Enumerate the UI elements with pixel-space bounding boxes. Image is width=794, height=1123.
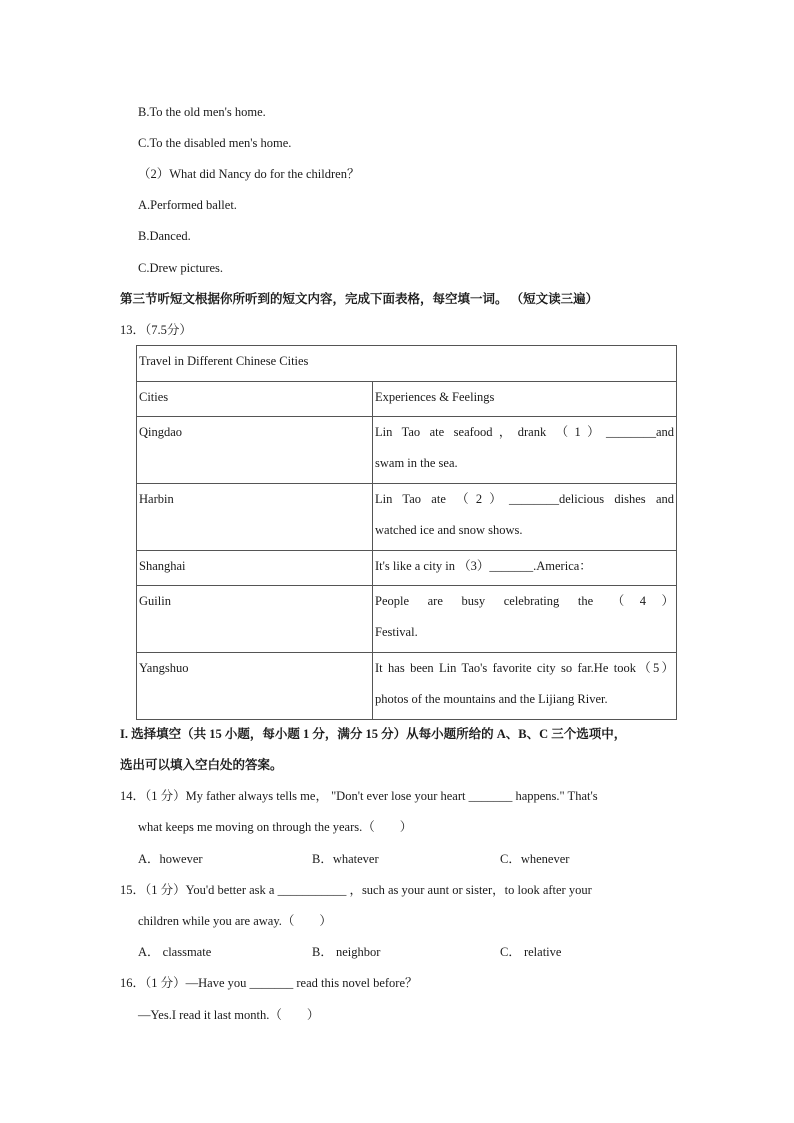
question-stem: 16．（1 分）—Have you _______ read this novel before？ <box>120 976 418 990</box>
option-b: B.To the old men's home. <box>138 105 266 119</box>
experience-line: It has been Lin Tao's favorite city so far.He took（5） <box>375 661 675 675</box>
question-number: 13．（7.5分） <box>120 323 192 337</box>
experience-line: watched ice and snow shows. <box>375 523 523 537</box>
table-row <box>137 586 677 653</box>
experience-line: photos of the mountains and the Lijiang River. <box>375 692 608 706</box>
option-a: A.Performed ballet. <box>138 198 237 212</box>
experience-line: People are busy celebrating the （4） <box>375 594 675 608</box>
table-row <box>137 484 677 551</box>
city-cell: Yangshuo <box>137 653 373 720</box>
option-b: B． neighbor <box>312 945 381 959</box>
option-c: C.To the disabled men's home. <box>138 136 292 150</box>
question-stem-cont: children while you are away.（ ） <box>138 914 332 928</box>
option-b: B.Danced. <box>138 229 191 243</box>
experience-line: swam in the sea. <box>375 456 458 470</box>
city-cell: Guilin <box>137 586 373 653</box>
question-stem: 15．（1 分）You'd better ask a ___________ ，such as your aunt or sister，to look after your <box>120 883 592 897</box>
experience-line: Festival. <box>375 625 418 639</box>
section-heading: 第三节听短文根据你所听到的短文内容，完成下面表格，每空填一词。 （短文读三遍） <box>120 292 599 306</box>
question-stem-cont: what keeps me moving on through the years.（ ） <box>138 820 413 834</box>
option-c: C.Drew pictures. <box>138 261 224 275</box>
option-c: C． relative <box>500 945 562 959</box>
table-title-row <box>137 346 677 382</box>
experience-cell <box>373 551 677 586</box>
experience-line: Lin Tao ate seafood，drank （1）________and <box>375 425 675 439</box>
option-c: C．whenever <box>500 852 570 866</box>
option-a: A． classmate <box>138 945 212 959</box>
table-row <box>137 551 677 586</box>
experience-cell <box>373 653 677 720</box>
option-b: B．whatever <box>312 852 379 866</box>
part-heading: I. 选择填空（共 15 小题，每小题 1 分，满分 15 分）从每小题所给的 A、B、C 三个选项中， <box>120 727 627 741</box>
table-row <box>137 417 677 484</box>
travel-table <box>136 345 677 720</box>
column-header-experiences: Experiences & Feelings <box>373 382 677 417</box>
question-stem: 14．（1 分）My father always tells me， "Don't ever lose your heart _______ happens." That's <box>120 789 598 803</box>
table-header-row <box>137 382 677 417</box>
city-cell: Qingdao <box>137 417 373 484</box>
city-cell: Harbin <box>137 484 373 551</box>
table-title: Travel in Different Chinese Cities <box>137 346 677 382</box>
experience-cell <box>373 484 677 551</box>
column-header-cities: Cities <box>137 382 373 417</box>
experience-line: Lin Tao ate （2）________delicious dishes and <box>375 492 675 506</box>
experience-cell <box>373 417 677 484</box>
sub-question: （2）What did Nancy do for the children？ <box>138 167 360 181</box>
city-cell: Shanghai <box>137 551 373 586</box>
part-heading-cont: 选出可以填入空白处的答案。 <box>120 758 283 772</box>
table-row <box>137 653 677 720</box>
experience-line: It's like a city in （3）_______.America： <box>375 559 592 573</box>
option-a: A．however <box>138 852 203 866</box>
question-stem-cont: —Yes.I read it last month.（ ） <box>138 1008 320 1022</box>
experience-cell <box>373 586 677 653</box>
